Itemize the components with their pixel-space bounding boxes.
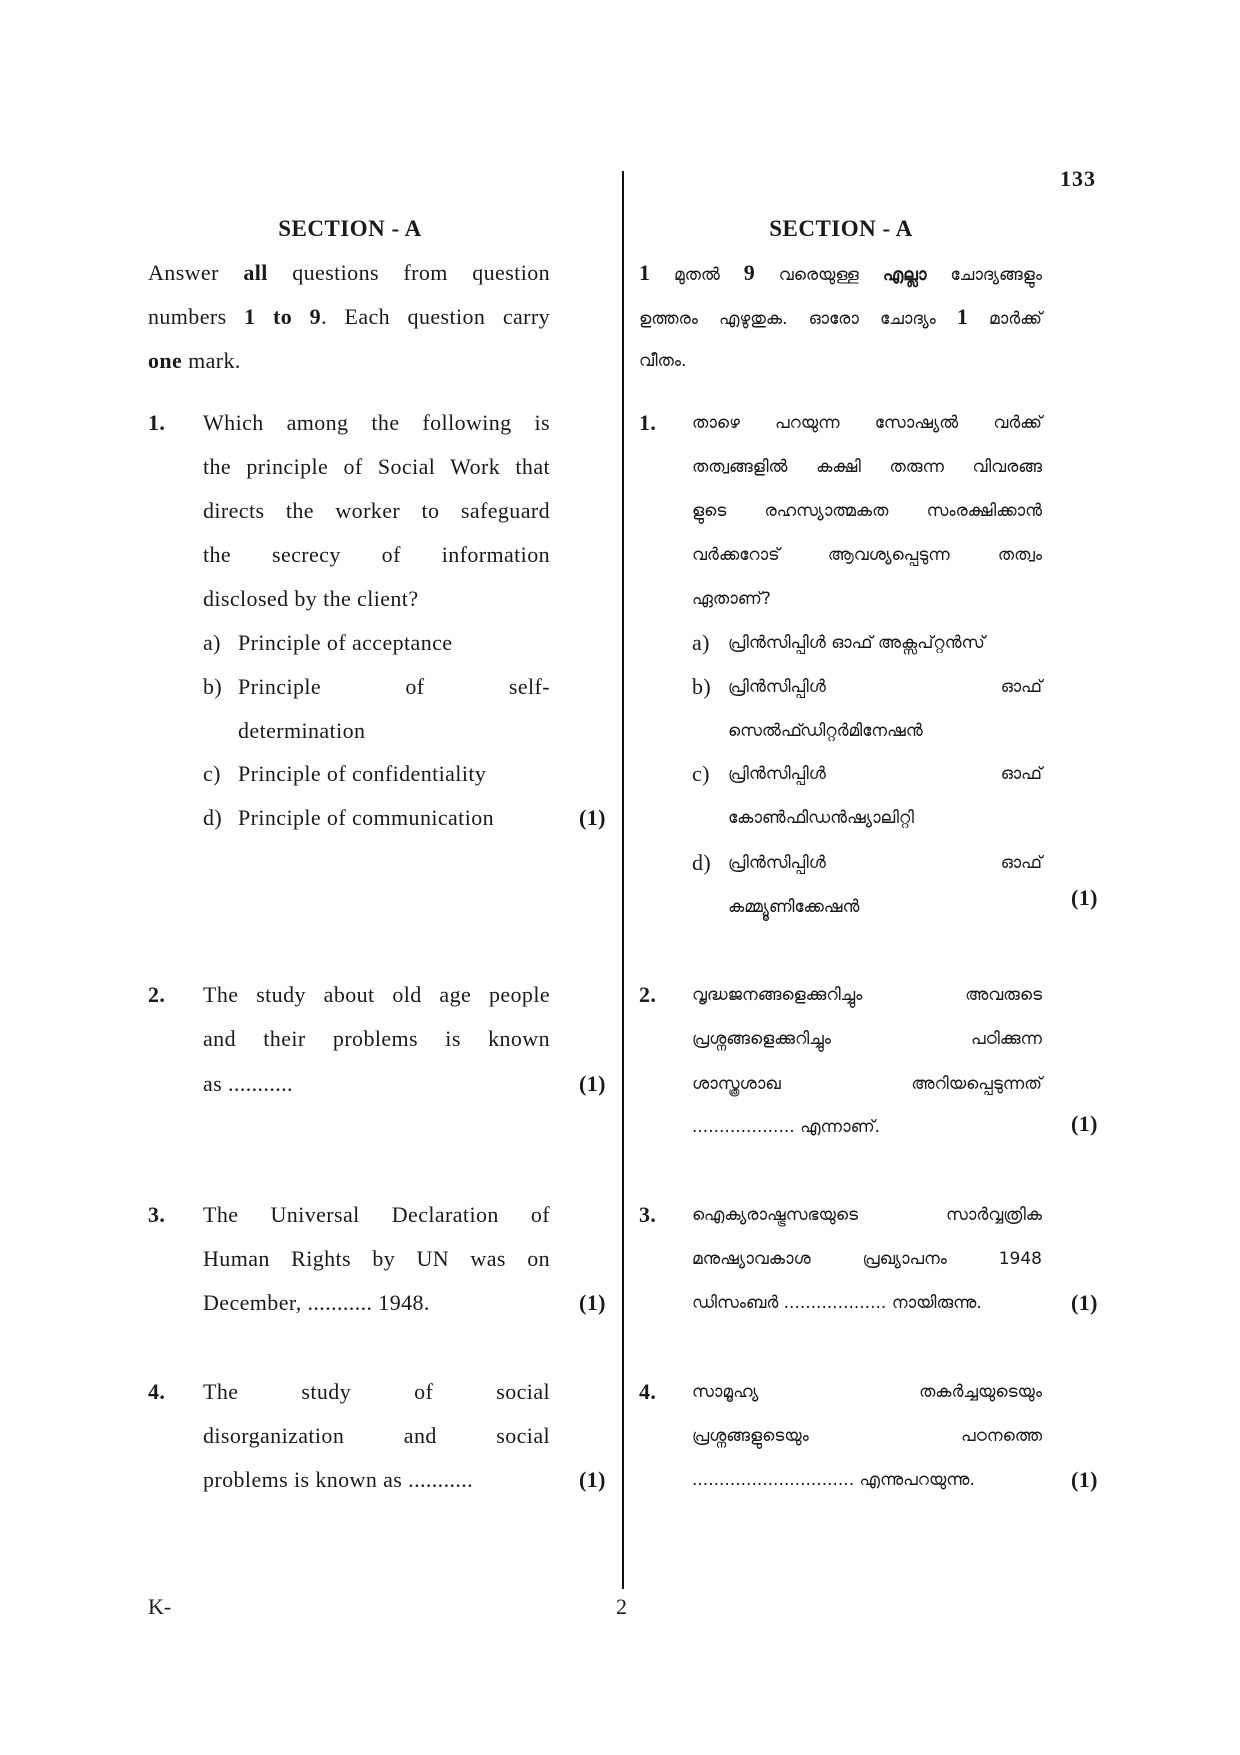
english-question-text: The Universal Declaration of (203, 1202, 550, 1227)
english-question-mark: (1) (579, 1290, 606, 1315)
instruction-text: മുതൽ (650, 265, 744, 285)
footer-code: K- (148, 1594, 172, 1619)
english-instruction-line (148, 346, 550, 376)
english-option-text: Principle of acceptance (238, 630, 453, 655)
malayalam-option-label: c) (692, 761, 710, 786)
instruction-text: വീതം. (639, 351, 687, 371)
malayalam-option-text: പ്രിൻസിപ്പിൾ ഓഫ് (728, 764, 1042, 784)
malayalam-question-text: ളുടെ രഹസ്യാത്മകത സംരക്ഷിക്കാൻ (692, 501, 1042, 521)
malayalam-question-mark: (1) (1071, 1111, 1098, 1136)
malayalam-question-text: താഴെ പറയുന്ന സോഷ്യൽ വർക്ക് (692, 413, 1042, 433)
malayalam-question-number: 4. (639, 1379, 657, 1404)
instruction-emphasis: one (148, 348, 183, 373)
english-question-text: the secrecy of information (203, 542, 550, 567)
english-question-mark: (1) (579, 1071, 606, 1096)
english-question-text: as ........... (203, 1071, 293, 1096)
malayalam-instruction-line (639, 258, 1042, 288)
malayalam-option-text: പ്രിൻസിപ്പിൾ ഓഫ് (728, 853, 1042, 873)
english-question-text: The study about old age people (203, 982, 550, 1007)
english-question-number: 2. (148, 982, 166, 1007)
english-option-label: d) (203, 805, 223, 830)
malayalam-question-text: ................... എന്നാണ്. (692, 1117, 881, 1137)
english-option-label: a) (203, 630, 221, 655)
english-option-text: Principle of communication (238, 805, 495, 830)
english-question-text: directs the worker to safeguard (203, 498, 550, 523)
instruction-text: questions from question (267, 260, 551, 285)
instruction-text: mark. (182, 348, 241, 373)
english-question-mark: (1) (579, 805, 606, 830)
english-question-text: problems is known as ........... (203, 1467, 474, 1492)
malayalam-question-text: ഡിസംബർ ................... നായിരുന്നു. (692, 1293, 982, 1313)
malayalam-instruction-line (639, 346, 1042, 376)
malayalam-option-text: കോൺഫിഡൻഷ്യാലിറ്റി (728, 808, 914, 828)
malayalam-question-number: 1. (639, 410, 657, 435)
english-instruction-line (148, 302, 550, 332)
footer-page: 2 (616, 1594, 627, 1619)
malayalam-instruction-line (639, 302, 1042, 332)
malayalam-question-mark: (1) (1071, 1467, 1098, 1492)
instruction-text: Answer (148, 260, 244, 285)
english-question-text: disclosed by the client? (203, 586, 419, 611)
malayalam-question-mark: (1) (1071, 885, 1098, 910)
english-section-heading: SECTION - A (278, 216, 422, 241)
instruction-emphasis: 9 (743, 260, 755, 285)
english-question-number: 3. (148, 1202, 166, 1227)
english-question-text: Which among the following is (203, 410, 550, 435)
english-question-text: Human Rights by UN was on (203, 1246, 550, 1271)
english-option-text: Principle of confidentiality (238, 761, 487, 786)
instruction-text: . Each question carry (321, 304, 551, 329)
malayalam-option-label: d) (692, 850, 712, 875)
instruction-text: മാർക്ക് (967, 309, 1042, 329)
english-option-text: determination (238, 718, 366, 743)
malayalam-question-mark: (1) (1071, 1290, 1098, 1315)
english-instruction-line (148, 258, 550, 288)
instruction-text: ചോദ്യങ്ങളും (926, 265, 1042, 285)
malayalam-question-text: വൃദ്ധജനങ്ങളെക്കുറിച്ചും അവരുടെ (692, 985, 1042, 1005)
instruction-text: വരെയുള്ള (754, 265, 883, 285)
malayalam-question-text: മനുഷ്യാവകാശ പ്രഖ്യാപനം 1948 (692, 1249, 1042, 1269)
instruction-text: ഉത്തരം എഴുതുക. ഓരോ ചോദ്യം (639, 309, 957, 329)
english-question-number: 4. (148, 1379, 166, 1404)
english-option-text: Principle of self- (238, 674, 550, 699)
english-option-label: c) (203, 761, 221, 786)
malayalam-question-text: സാമൂഹ്യ തകർച്ചയുടെയും (692, 1382, 1042, 1402)
malayalam-option-text: പ്രിൻസിപ്പിൾ ഓഫ് അക്സപ്റ്റൻസ് (728, 633, 985, 653)
malayalam-option-text: സെൽഫ്ഡിറ്റർമിനേഷൻ (728, 721, 923, 741)
malayalam-question-text: പ്രശ്നങ്ങളെക്കുറിച്ചും പഠിക്കുന്ന (692, 1029, 1042, 1049)
malayalam-question-number: 2. (639, 982, 657, 1007)
english-question-text: The study of social (203, 1379, 550, 1404)
malayalam-option-label: b) (692, 674, 712, 699)
english-question-text: disorganization and social (203, 1423, 550, 1448)
instruction-emphasis: 1 (639, 260, 650, 285)
malayalam-question-text: .............................. എന്നുപറയുന്നു. (692, 1470, 975, 1490)
english-question-mark: (1) (579, 1467, 606, 1492)
instruction-emphasis: 1 (956, 304, 968, 329)
malayalam-option-label: a) (692, 630, 710, 655)
malayalam-question-text: ഐക്യരാഷ്ട്രസഭയുടെ സാർവ്വത്രിക (692, 1205, 1042, 1225)
english-question-text: the principle of Social Work that (203, 454, 550, 479)
page-number: 133 (1060, 166, 1096, 191)
malayalam-question-text: ശാസ്ത്രശാഖ അറിയപ്പെടുന്നത് (692, 1074, 1042, 1094)
english-question-text: and their problems is known (203, 1026, 550, 1051)
malayalam-question-text: പ്രശ്നങ്ങളുടെയും പഠനത്തെ (692, 1426, 1042, 1446)
instruction-emphasis: 1 to 9 (244, 304, 322, 329)
malayalam-question-number: 3. (639, 1202, 657, 1227)
english-question-number: 1. (148, 410, 166, 435)
malayalam-question-text: തത്വങ്ങളിൽ കക്ഷി തരുന്ന വിവരങ്ങ (692, 457, 1042, 477)
malayalam-option-text: കമ്മ്യൂണിക്കേഷൻ (728, 897, 860, 917)
malayalam-question-text: ഏതാണ്? (692, 589, 771, 609)
column-divider (622, 171, 624, 1589)
malayalam-option-text: പ്രിൻസിപ്പിൾ ഓഫ് (728, 677, 1042, 697)
instruction-emphasis: all (243, 260, 268, 285)
instruction-text: numbers (148, 304, 245, 329)
malayalam-section-heading: SECTION - A (769, 216, 913, 241)
malayalam-question-text: വർക്കറോട് ആവശ്യപ്പെടുന്ന തത്വം (692, 545, 1042, 565)
instruction-emphasis: എല്ലാ (882, 265, 927, 285)
english-option-label: b) (203, 674, 223, 699)
english-question-text: December, ........... 1948. (203, 1290, 430, 1315)
